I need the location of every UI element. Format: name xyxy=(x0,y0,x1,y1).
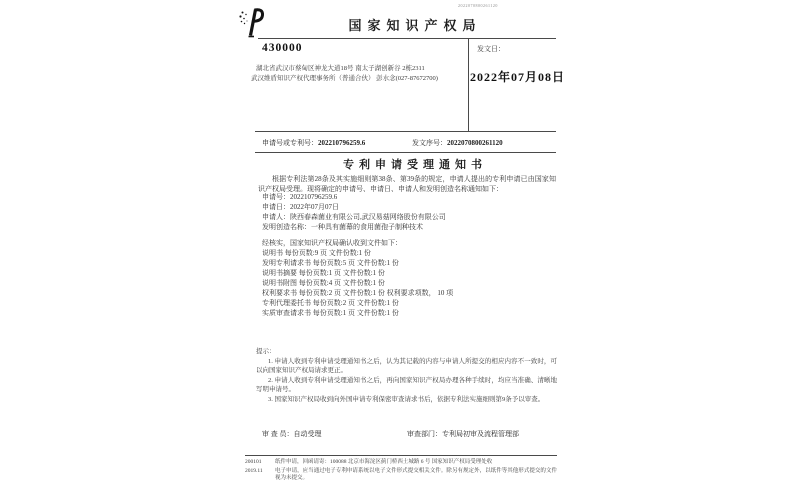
received-files-intro: 经核实，国家知识产权局确认收到文件如下： xyxy=(262,239,402,247)
issue-date-label: 发文日： xyxy=(477,45,505,53)
field-invention-title: 发明创造名称：一种具有菌幕的食用菌孢子制种技术 xyxy=(262,223,423,231)
application-fields xyxy=(262,192,446,232)
department-row xyxy=(407,429,519,439)
footer-notes xyxy=(245,459,557,484)
field-applicants: 申请人：陕西春森菌业有限公司,武汉易菇网络股份有限公司 xyxy=(262,213,446,221)
received-file-item: 发明专利请求书 每份页数:5 页 文件份数:1 份 xyxy=(262,259,399,267)
tip-item-3: 3. 国家知识产权局收到向外国申请专利保密审查请求书后，依据专利法实施细则第9条予以审查。 xyxy=(268,395,545,403)
footer-form-code: 2019.11 xyxy=(245,467,263,474)
tip-item-1: 1. 申请人收到专利申请受理通知书之后，认为其记载的内容与申请人所提交的相应内容不一致时，可以向国家知识产权局请求更正。 xyxy=(256,357,557,374)
recipient-address-line1: 湖北省武汉市蔡甸区神龙大道18号 南太子湖创新谷 2栋2311 xyxy=(256,65,425,72)
serial-number-label: 发文序号： xyxy=(412,139,447,147)
tip-item-2: 2. 申请人收到专利申请受理通知书之后，再向国家知识产权局办理各种手续时，均应当准确、清晰地写明申请号。 xyxy=(256,376,557,393)
tips-label: 提示： xyxy=(256,348,276,355)
recipient-address-line2: 武汉维盾知识产权代理事务所（普通合伙） 彭水念(027-87672700) xyxy=(251,75,438,82)
footer-row xyxy=(245,468,557,483)
application-number-row xyxy=(262,138,365,148)
examiner-label: 审 查 员： xyxy=(262,430,294,438)
meta-top-line xyxy=(255,131,556,132)
received-file-item: 专利代理委托书 每份页数:2 页 文件份数:1 份 xyxy=(262,299,399,307)
received-files-section xyxy=(262,238,453,318)
issue-date-box-divider xyxy=(468,38,469,131)
received-file-item: 权利要求书 每份页数:2 页 文件份数:1 份 权利要求项数， 10 项 xyxy=(262,289,454,297)
footer-note-text: 电子申请，应当通过电子专利申请系统以电子文件形式提交相关文件。除另有规定外，以纸件等其他形式提交的文件视为未提交。 xyxy=(275,467,557,481)
field-application-date: 申请日：2022年07月07日 xyxy=(262,203,339,211)
tips-section xyxy=(256,347,557,404)
examiner-row xyxy=(262,429,322,439)
received-file-item: 实质审查请求书 每份页数:1 页 文件份数:1 份 xyxy=(262,309,399,317)
agency-title: 国家知识产权局 xyxy=(348,18,482,33)
serial-number-row xyxy=(412,138,503,148)
footer-divider-line xyxy=(245,455,557,456)
received-file-item: 说明书摘要 每份页数:1 页 文件份数:1 份 xyxy=(262,269,385,277)
application-number-value: 202210796259.6 xyxy=(318,139,366,147)
department-label: 审查部门： xyxy=(407,430,442,438)
serial-number-value: 2022070800261120 xyxy=(447,139,503,147)
footer-form-code: 200101 xyxy=(245,459,262,465)
footer-note-text: 纸件申请，回函请寄：100088 北京市海淀区蓟门桥西土城路 6 号 国家知识产权局受理处收 xyxy=(275,459,493,465)
examiner-value: 自动受理 xyxy=(293,430,322,438)
document-code-topright: 2022070800261120 xyxy=(458,3,498,8)
issue-date-value: 2022年07月08日 xyxy=(470,70,566,84)
field-application-number: 申请号：202210796259.6 xyxy=(262,193,338,201)
postal-code: 430000 xyxy=(262,42,303,54)
application-number-label: 申请号或专利号： xyxy=(262,139,318,147)
notice-title: 专利申请受理通知书 xyxy=(343,159,487,171)
meta-bottom-line xyxy=(255,152,556,153)
cnipa-logo-icon xyxy=(238,6,264,38)
header-divider-line xyxy=(258,38,556,39)
notice-intro-paragraph: 根据专利法第28条及其实施细则第38条、第39条的规定，申请人提出的专利申请已由国家知识产权局受理。现将确定的申请号、申请日、申请人和发明创造名称通知如下： xyxy=(258,175,556,193)
department-value: 专利局初审及流程管理部 xyxy=(442,430,519,438)
received-file-item: 说明书附图 每份页数:4 页 文件份数:1 份 xyxy=(262,279,385,287)
footer-row xyxy=(245,459,557,467)
received-file-item: 说明书 每份页数:9 页 文件份数:1 份 xyxy=(262,249,371,257)
